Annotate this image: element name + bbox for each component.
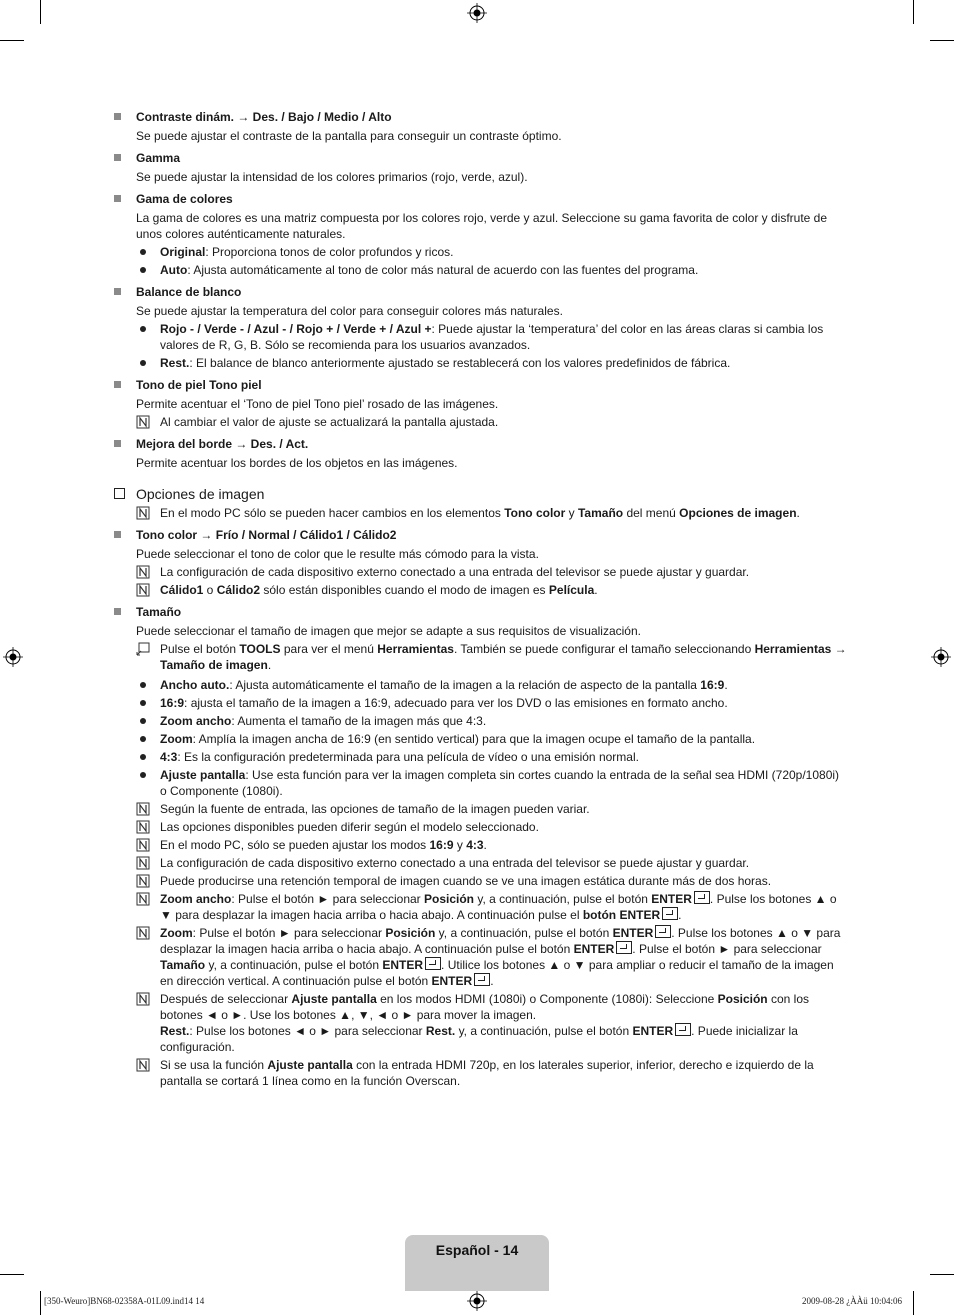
square-bullet-icon [114,381,121,388]
enter-icon [675,1023,691,1036]
square-bullet-icon [114,288,121,295]
note-icon [136,802,150,816]
crop-mark [913,0,914,24]
note-item: Zoom ancho: Pulse el botón ► para seleccionar Posición y, a continuación, pulse el botón ENTER . Pulse los botones ▲ o ▼ para desplazar la imagen hacia arriba o hacia abajo. A continuación pulse el botón ENTER . [114,891,849,923]
note-item: Después de seleccionar Ajuste pantalla en los modos HDMI (1080i) o Componente (1080i): Seleccione Posición con los botones ◄ o ►. Use los botones ▲, ▼, ◄ o ► para mover la imagen. Rest.: Pulse los botones ◄ o ► para seleccionar Rest. y, a continuación, pulse el botón ENTER . Puede inicializar la configuración. [114,991,849,1055]
bullet-icon [140,682,146,688]
section-heading: Mejora del borde → Des. / Act. [114,436,849,452]
note-item: Al cambiar el valor de ajuste se actualizará la pantalla ajustada. [114,414,849,430]
note-item: Puede producirse una retención temporal de imagen cuando se ve una imagen estática durante más de dos horas. [114,873,849,889]
note-icon [136,506,150,520]
section-heading: Gama de colores [114,191,849,207]
section-heading: Tamaño [114,604,849,620]
note-icon [136,992,150,1006]
footer-timestamp: 2009-08-28 ¿ÀÀü 10:04:06 [802,1296,902,1306]
list-item: Auto: Ajusta automáticamente al tono de color más natural de acuerdo con las fuentes del programa. [114,262,849,278]
note-icon [136,856,150,870]
list-item: Ancho auto.: Ajusta automáticamente el tamaño de la imagen a la relación de aspecto de la pantalla 16:9. [114,677,849,693]
section-description: Permite acentuar el ‘Tono de piel Tono piel’ rosado de las imágenes. [136,397,499,411]
bullet-icon [140,772,146,778]
square-bullet-icon [114,195,121,202]
registration-mark-icon [467,1291,487,1311]
enter-icon [616,941,632,954]
enter-icon [662,907,678,920]
square-bullet-icon [114,154,121,161]
crop-mark [930,40,954,41]
section-description: Se puede ajustar la intensidad de los colores primarios (rojo, verde, azul). [136,170,528,184]
bullet-icon [140,700,146,706]
page-number-tab [405,1235,549,1291]
square-bullet-icon [114,531,121,538]
note-icon [136,565,150,579]
section-description: Se puede ajustar el contraste de la pantalla para conseguir un contraste óptimo. [136,129,562,143]
note-item: Las opciones disponibles pueden diferir según el modelo seleccionado. [114,819,849,835]
note-icon [136,926,150,940]
note-icon [136,874,150,888]
section-description: Permite acentuar los bordes de los objetos en las imágenes. [136,456,458,470]
bullet-icon [140,754,146,760]
enter-icon [425,957,441,970]
page-number: Español - 14 [435,1242,519,1258]
enter-icon [694,891,710,904]
note-icon [136,820,150,834]
registration-mark-icon [3,647,23,667]
list-item: Rest.: El balance de blanco anteriormente ajustado se restablecerá con los valores predefinidos de fábrica. [114,355,849,371]
note-item: Cálido1 o Cálido2 sólo están disponibles cuando el modo de imagen es Película. [114,582,849,598]
section-description: La gama de colores es una matriz compuesta por los colores rojo, verde y azul. Seleccione su gama favorita de color y disfrute de unos colores auténticamente naturales. [136,211,828,241]
crop-mark [930,1274,954,1275]
crop-mark [40,0,41,24]
list-item: 16:9: ajusta el tamaño de la imagen a 16:9, adecuado para ver los DVD o las emisiones en formato ancho. [114,695,849,711]
crop-mark [40,1291,41,1315]
square-bullet-icon [114,608,121,615]
tools-icon [136,642,150,656]
manual-content [114,109,849,1089]
list-item: Ajuste pantalla: Use esta función para ver la imagen completa sin cortes cuando la entrada de la señal sea HDMI (720p/1080i) o Componente (1080i). [114,767,849,799]
section-heading: Tono color → Frío / Normal / Cálido1 / Cálido2 [114,527,849,543]
note-item: En el modo PC, sólo se pueden ajustar los modos 16:9 y 4:3. [114,837,849,853]
note-item: La configuración de cada dispositivo externo conectado a una entrada del televisor se puede ajustar y guardar. [114,564,849,580]
note-icon [136,415,150,429]
bullet-icon [140,718,146,724]
footer-file-info: [350-Weuro]BN68-02358A-01L09.ind14 14 [44,1296,205,1306]
subsection-title: Opciones de imagen [114,485,849,503]
registration-mark-icon [467,3,487,23]
note-item: Zoom: Pulse el botón ► para seleccionar Posición y, a continuación, pulse el botón ENTER . Pulse los botones ▲ o ▼ para desplazar la imagen hacia arriba o hacia abajo. A continuación pulse el botón ENTER . Pulse el botón ► para seleccionar Tamaño y, a continuación, pulse el botón ENTER . Utilice los botones ▲ o ▼ para ampliar o reducir el tamaño de la imagen en dirección vertical. A continuación pulse el botón ENTER . [114,925,849,989]
checkbox-square-icon [114,488,125,499]
square-bullet-icon [114,440,121,447]
section-heading: Contraste dinám. → Des. / Bajo / Medio / Alto [114,109,849,125]
note-icon [136,838,150,852]
enter-icon [655,925,671,938]
section-heading: Tono de piel Tono piel [114,377,849,393]
bullet-icon [140,736,146,742]
list-item: Zoom: Amplía la imagen ancha de 16:9 (en sentido vertical) para que la imagen ocupe el tamaño de la pantalla. [114,731,849,747]
bullet-icon [140,360,146,366]
note-icon [136,583,150,597]
section-heading: Balance de blanco [114,284,849,300]
note-item: Según la fuente de entrada, las opciones de tamaño de la imagen pueden variar. [114,801,849,817]
note-icon [136,892,150,906]
bullet-icon [140,249,146,255]
note-item: Si se usa la función Ajuste pantalla con la entrada HDMI 720p, en los laterales superior, inferior, derecho e izquierdo de la pantalla se cortará 1 línea como en la función Overscan. [114,1057,849,1089]
crop-mark [913,1291,914,1315]
list-item: Zoom ancho: Aumenta el tamaño de la imagen más que 4:3. [114,713,849,729]
enter-icon [474,973,490,986]
registration-mark-icon [931,647,951,667]
crop-mark [0,40,24,41]
list-item: Original: Proporciona tonos de color profundos y ricos. [114,244,849,260]
section-description: Puede seleccionar el tamaño de imagen que mejor se adapte a sus requisitos de visualización. [136,624,641,638]
note-item: En el modo PC sólo se pueden hacer cambios en los elementos Tono color y Tamaño del menú Opciones de imagen. [114,505,849,521]
square-bullet-icon [114,113,121,120]
section-description: Puede seleccionar el tono de color que le resulte más cómodo para la vista. [136,547,539,561]
list-item: 4:3: Es la configuración predeterminada para una película de vídeo o una emisión normal. [114,749,849,765]
section-heading: Gamma [114,150,849,166]
tools-note-item: Pulse el botón TOOLS para ver el menú Herramientas. También se puede configurar el tamaño seleccionando Herramientas → Tamaño de imagen. [114,641,849,673]
bullet-icon [140,267,146,273]
section-description: Se puede ajustar la temperatura del color para conseguir colores más naturales. [136,304,563,318]
list-item: Rojo - / Verde - / Azul - / Rojo + / Verde + / Azul +: Puede ajustar la ‘temperatura’ del color en las áreas claras si cambia los valores de R, G, B. Sólo se recomienda para los usuarios avanzados. [114,321,849,353]
note-item: La configuración de cada dispositivo externo conectado a una entrada del televisor se puede ajustar y guardar. [114,855,849,871]
bullet-icon [140,326,146,332]
crop-mark [0,1274,24,1275]
note-icon [136,1058,150,1072]
